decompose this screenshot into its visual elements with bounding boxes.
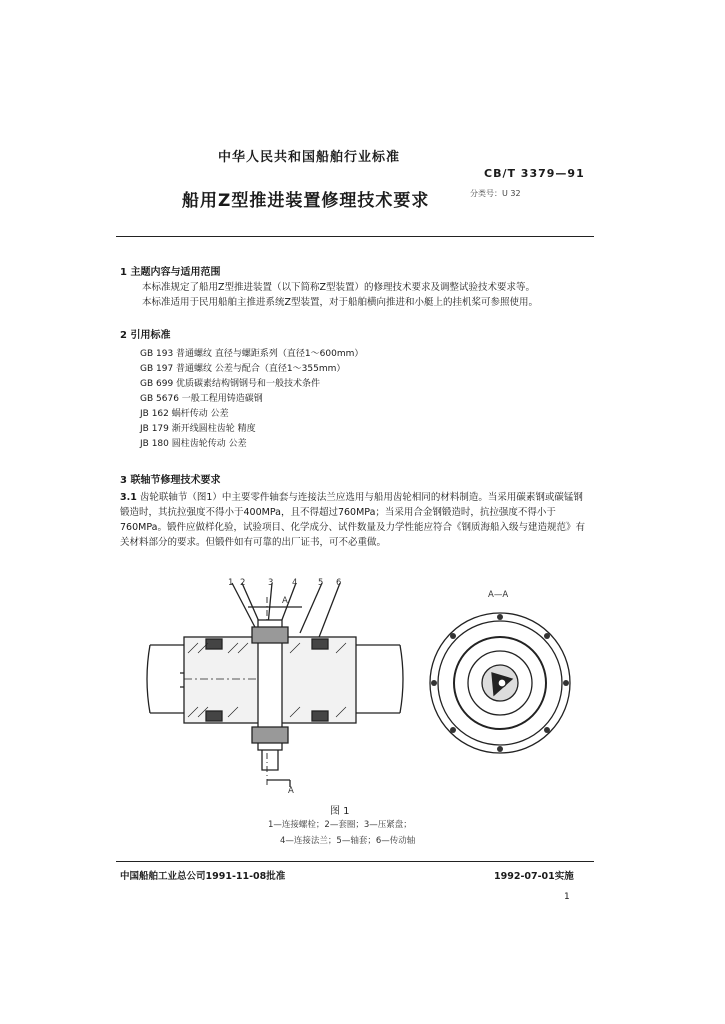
figure-legend-line-2: 4—连接法兰；5—轴套；6—传动轴 bbox=[280, 836, 416, 846]
reference-item: GB 699 优质碳素结构钢钢号和一般技术条件 bbox=[140, 379, 321, 389]
reference-item: JB 179 渐开线圆柱齿轮 精度 bbox=[140, 424, 256, 434]
clause-3-1-text: 齿轮联轴节（图1）中主要零件轴套与连接法兰应选用与船用齿轮相同的材料制造。当采用碳素钢或碳锰钢锻造时，其抗拉强度不得小于400MPa，且不得超过760MPa；当采用合金钢锻造时，抗拉强度不得小于760MPa。锻件应做样化验，试验项目、化学成分、试件数量及力学性能应符合《钢质海船入级与建造规范》有关材料部分的要求。但锻件如有可靠的出厂证书，可不必重做。 bbox=[120, 492, 585, 548]
callout-4: 4 bbox=[292, 578, 298, 588]
clause-3-1 bbox=[120, 490, 590, 550]
section-1-body bbox=[120, 280, 590, 310]
section-1-paragraph-2: 本标准适用于民用船舶主推进系统Z型装置，对于船舶横向推进和小艇上的挂机桨可参照使用。 bbox=[142, 297, 539, 308]
callout-1: 1 bbox=[228, 578, 234, 588]
section-1-paragraph-1: 本标准规定了船用Z型推进装置（以下简称Z型装置）的修理技术要求及调整试验技术要求等。 bbox=[142, 282, 536, 293]
reference-item: GB 197 普通螺纹 公差与配合（直径1～355mm） bbox=[140, 364, 346, 374]
reference-item: GB 5676 一般工程用铸造碳钢 bbox=[140, 394, 263, 404]
classification-number: 分类号：U 32 bbox=[470, 189, 521, 198]
callout-2: 2 bbox=[240, 578, 246, 588]
implementation-date: 1992-07-01实施 bbox=[494, 871, 574, 882]
figure-legend-line-1: 1—连接螺栓；2—套圈；3—压紧盘； bbox=[268, 820, 412, 830]
section-marker-top: A bbox=[282, 596, 288, 606]
reference-list bbox=[140, 347, 363, 452]
coupling-drawing bbox=[140, 575, 590, 805]
reference-item: GB 193 普通螺纹 直径与螺距系列（直径1～600mm） bbox=[140, 349, 364, 359]
clause-3-1-number: 3.1 bbox=[120, 492, 137, 503]
callout-3: 3 bbox=[268, 578, 274, 588]
callout-6: 6 bbox=[336, 578, 342, 588]
figure-caption: 图 1 bbox=[330, 806, 350, 817]
callout-5: 5 bbox=[318, 578, 324, 588]
issuing-organization: 中华人民共和国船舶行业标准 bbox=[218, 150, 401, 165]
section-1-title: 1 主题内容与适用范围 bbox=[120, 267, 221, 278]
reference-item: JB 162 蜗杆传动 公差 bbox=[140, 409, 229, 419]
header-rule bbox=[116, 236, 594, 237]
page-number: 1 bbox=[564, 892, 570, 902]
standard-number: CB/T 3379—91 bbox=[484, 167, 585, 180]
document-title: 船用Z型推进装置修理技术要求 bbox=[182, 191, 430, 211]
footer-rule bbox=[116, 861, 594, 862]
section-2-title: 2 引用标准 bbox=[120, 330, 171, 341]
reference-item: JB 180 圆柱齿轮传动 公差 bbox=[140, 439, 247, 449]
approval-date: 中国船舶工业总公司1991-11-08批准 bbox=[120, 871, 286, 882]
section-3-title: 3 联轴节修理技术要求 bbox=[120, 475, 221, 486]
section-view-label: A—A bbox=[488, 590, 509, 600]
section-marker-bottom: A bbox=[288, 786, 294, 796]
